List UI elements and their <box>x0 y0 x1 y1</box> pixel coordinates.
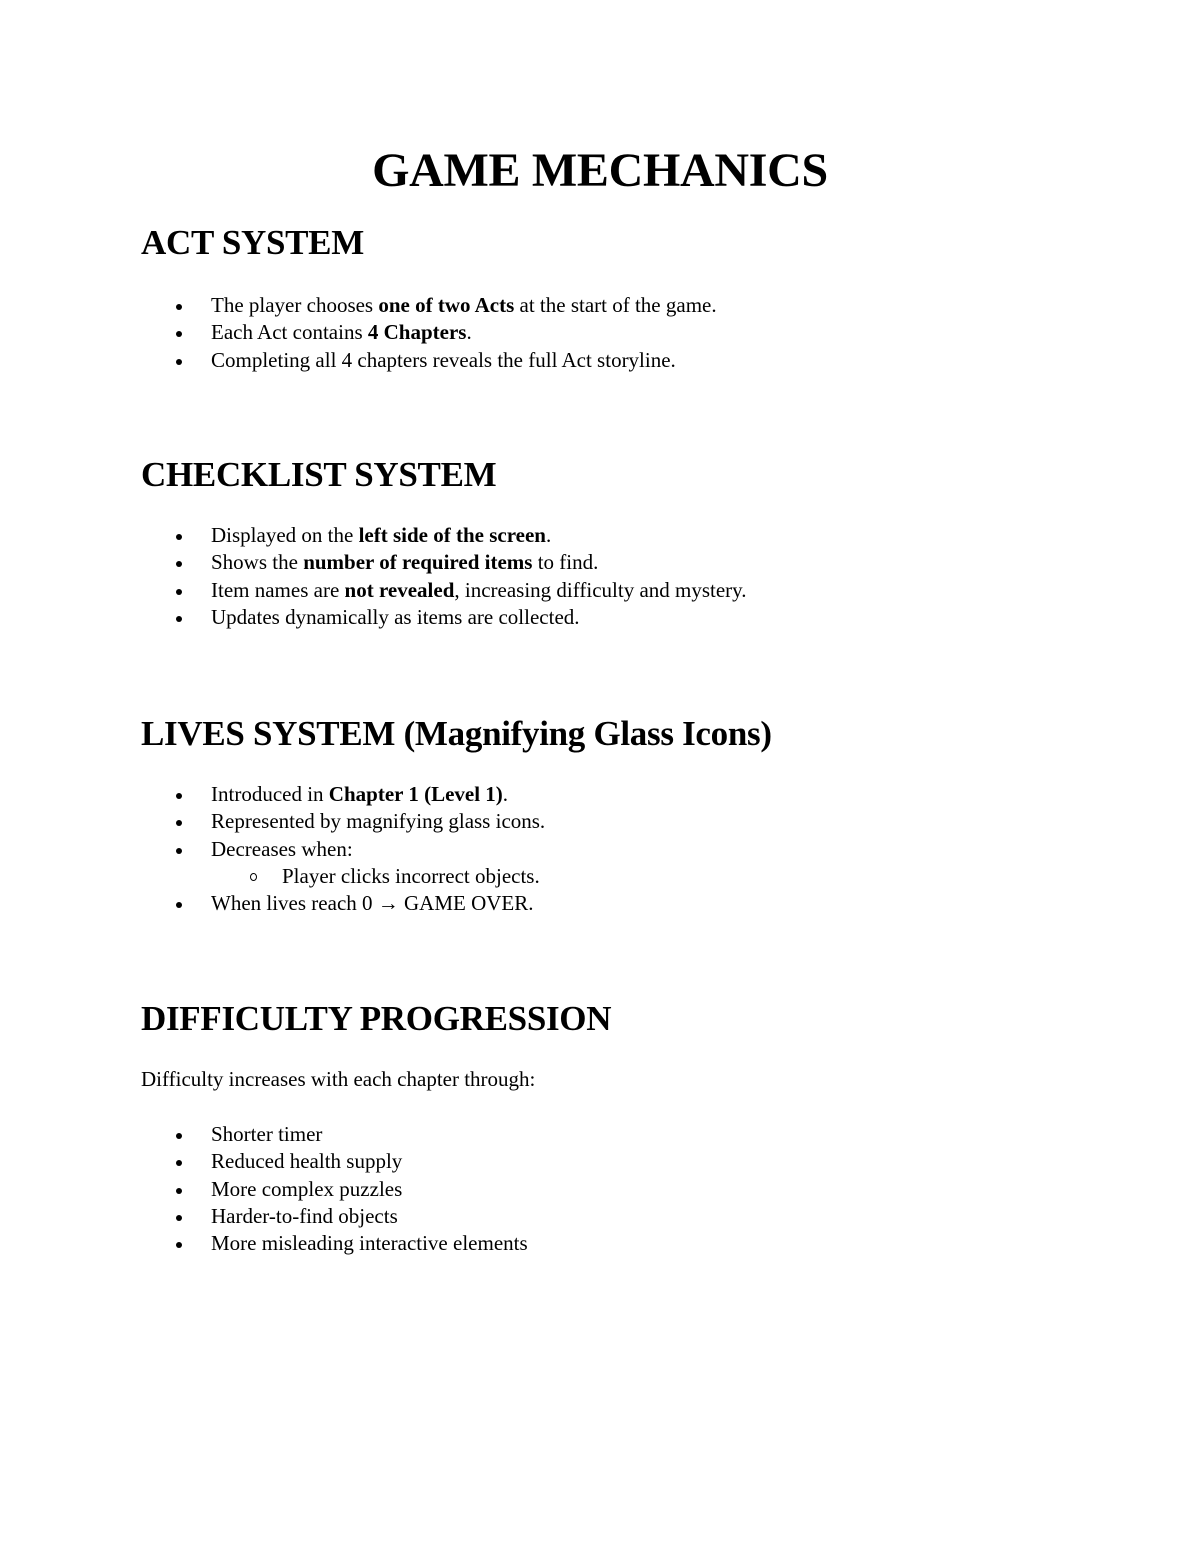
bullet-icon <box>176 1188 182 1194</box>
list-item: Introduced in Chapter 1 (Level 1). <box>141 781 545 808</box>
bullet-icon <box>176 793 182 799</box>
list-item: Reduced health supply <box>141 1148 528 1175</box>
bullet-icon <box>176 359 182 365</box>
act-system-list <box>141 292 717 374</box>
list-item: Item names are not revealed, increasing difficulty and mystery. <box>141 577 747 604</box>
list-item: When lives reach 0 → GAME OVER. <box>141 890 545 917</box>
sub-bullet-icon <box>250 873 257 881</box>
bullet-icon <box>176 902 182 908</box>
list-subitem: Player clicks incorrect objects. <box>141 863 545 890</box>
list-item: Completing all 4 chapters reveals the full Act storyline. <box>141 347 717 374</box>
bullet-icon <box>176 820 182 826</box>
bullet-icon <box>176 304 182 310</box>
list-item: Harder-to-find objects <box>141 1203 528 1230</box>
checklist-system-heading: CHECKLIST SYSTEM <box>141 455 497 494</box>
difficulty-progression-heading: DIFFICULTY PROGRESSION <box>141 999 612 1038</box>
bullet-icon <box>176 1133 182 1139</box>
list-item: More complex puzzles <box>141 1176 528 1203</box>
list-item: Shorter timer <box>141 1121 528 1148</box>
difficulty-intro: Difficulty increases with each chapter through: <box>141 1067 536 1091</box>
lives-system-list <box>141 781 545 917</box>
list-item: Updates dynamically as items are collected. <box>141 604 747 631</box>
bullet-icon <box>176 561 182 567</box>
lives-system-heading: LIVES SYSTEM (Magnifying Glass Icons) <box>141 714 772 753</box>
bullet-icon <box>176 848 182 854</box>
list-item: Shows the number of required items to find. <box>141 549 747 576</box>
bullet-icon <box>176 616 182 622</box>
list-item: Decreases when: <box>141 836 545 863</box>
checklist-system-list <box>141 522 747 631</box>
bullet-icon <box>176 1242 182 1248</box>
bullet-icon <box>176 589 182 595</box>
list-item: More misleading interactive elements <box>141 1230 528 1257</box>
bullet-icon <box>176 1215 182 1221</box>
list-item: Displayed on the left side of the screen. <box>141 522 747 549</box>
act-system-heading: ACT SYSTEM <box>141 223 364 262</box>
bullet-icon <box>176 534 182 540</box>
bullet-icon <box>176 331 182 337</box>
list-item: Represented by magnifying glass icons. <box>141 808 545 835</box>
list-item: Each Act contains 4 Chapters. <box>141 319 717 346</box>
difficulty-list <box>141 1121 528 1257</box>
document-title: GAME MECHANICS <box>372 144 828 197</box>
bullet-icon <box>176 1160 182 1166</box>
list-item: The player chooses one of two Acts at the start of the game. <box>141 292 717 319</box>
